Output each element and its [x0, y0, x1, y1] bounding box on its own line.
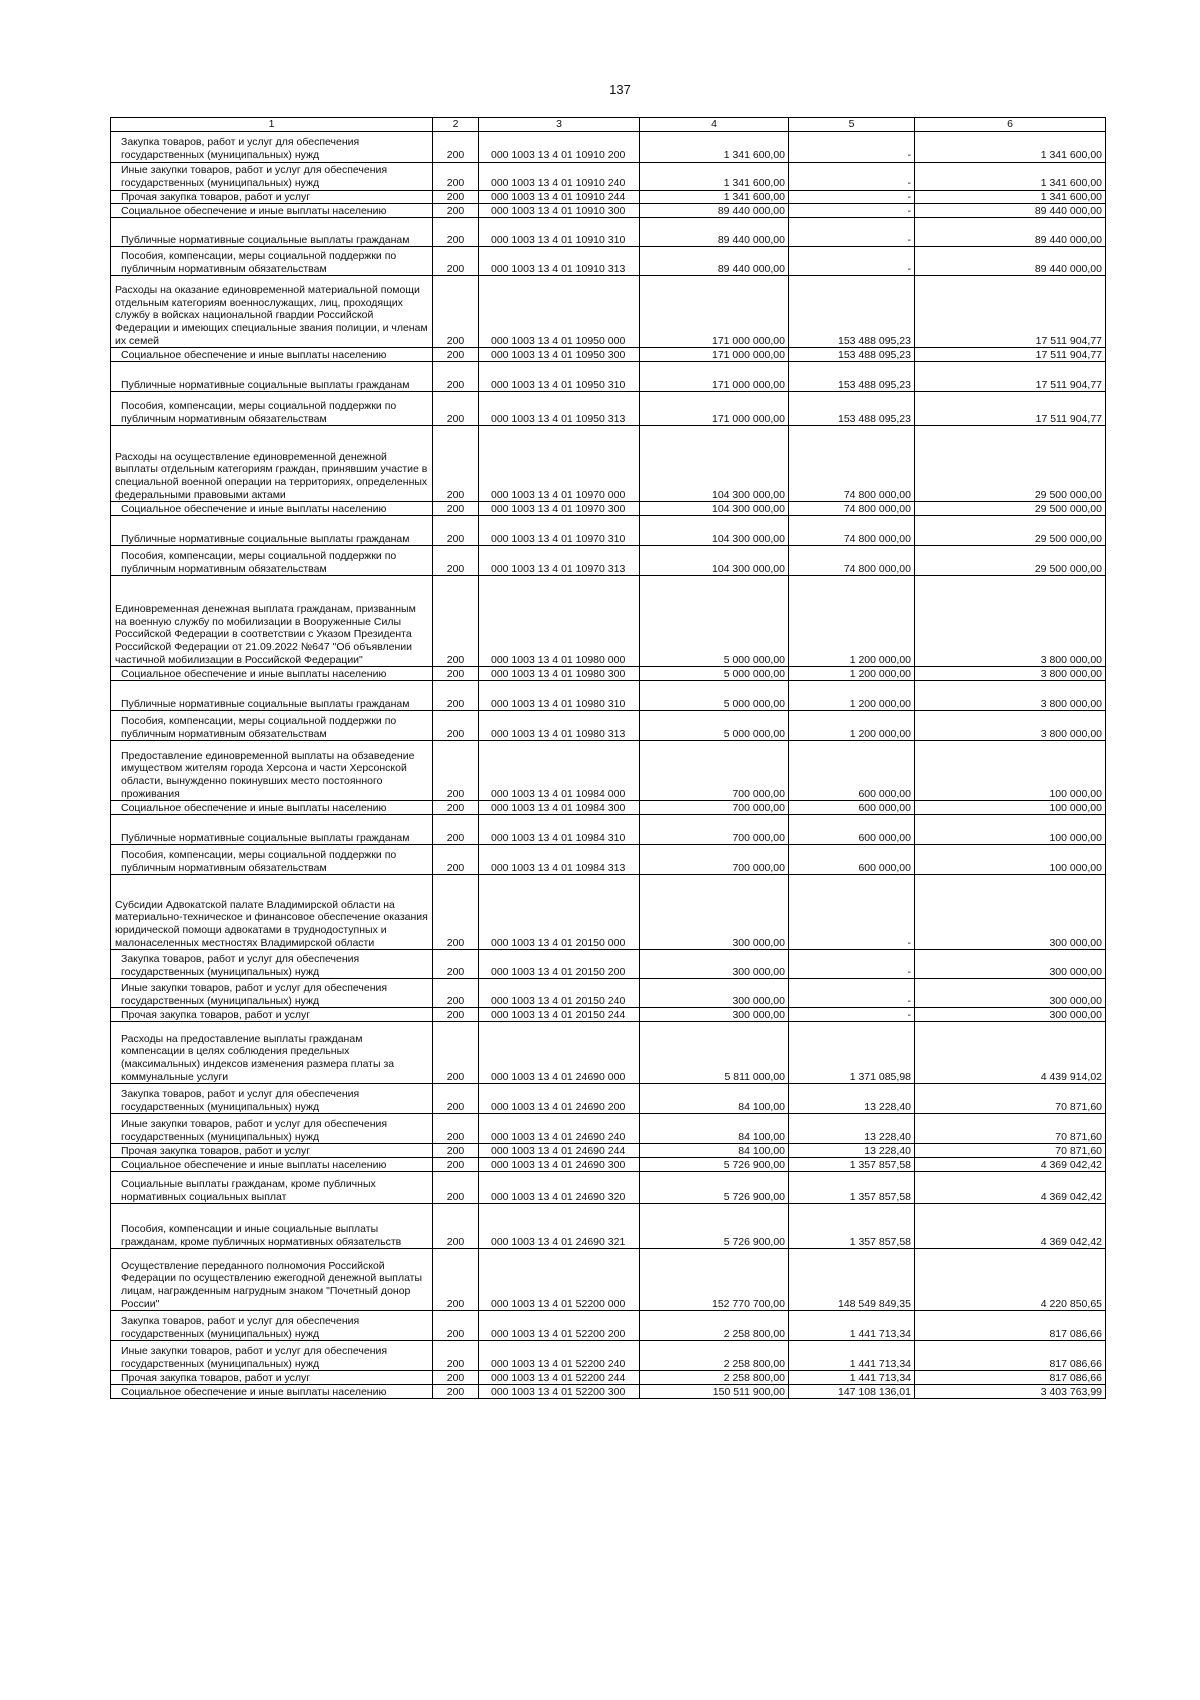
table-row [111, 667, 1106, 681]
row-code-cell: 200 [433, 1158, 479, 1172]
row-approved-amount-cell: 5 000 000,00 [640, 667, 789, 681]
row-remaining-amount-cell: 300 000,00 [915, 979, 1106, 1008]
row-name-cell: Публичные нормативные социальные выплаты гражданам [111, 815, 433, 845]
row-executed-amount-cell: 13 228,40 [789, 1084, 915, 1114]
row-name-cell: Прочая закупка товаров, работ и услуг [111, 190, 433, 204]
row-classification-code-cell: 000 1003 13 4 01 10970 000 [479, 426, 640, 502]
row-code-cell: 200 [433, 741, 479, 801]
row-name-cell: Социальное обеспечение и иные выплаты населению [111, 667, 433, 681]
table-row [111, 1084, 1106, 1114]
row-code-cell: 200 [433, 546, 479, 576]
row-code-cell: 200 [433, 362, 479, 392]
row-executed-amount-cell: 600 000,00 [789, 845, 915, 875]
row-executed-amount-cell: - [789, 131, 915, 162]
table-row [111, 1022, 1106, 1084]
row-name-cell: Иные закупки товаров, работ и услуг для обеспечения государственных (муниципальных) нужд [111, 1341, 433, 1371]
row-code-cell: 200 [433, 516, 479, 546]
row-name-cell: Расходы на оказание единовременной материальной помощи отдельным категориям военнослужащих, лиц, проходящих службу в войсках национальной гвардии Российской Федерации и имеющих специальные звания полиции, и членам их семей [111, 276, 433, 348]
row-remaining-amount-cell: 1 341 600,00 [915, 162, 1106, 190]
table-row [111, 247, 1106, 276]
table-row [111, 711, 1106, 741]
row-approved-amount-cell: 84 100,00 [640, 1114, 789, 1144]
row-remaining-amount-cell: 29 500 000,00 [915, 546, 1106, 576]
row-classification-code-cell: 000 1003 13 4 01 20150 240 [479, 979, 640, 1008]
column-header-2: 2 [433, 118, 479, 132]
row-code-cell: 200 [433, 845, 479, 875]
row-classification-code-cell: 000 1003 13 4 01 10984 313 [479, 845, 640, 875]
row-executed-amount-cell: 1 200 000,00 [789, 576, 915, 667]
row-executed-amount-cell: 74 800 000,00 [789, 426, 915, 502]
row-approved-amount-cell: 5 726 900,00 [640, 1172, 789, 1204]
row-classification-code-cell: 000 1003 13 4 01 10950 310 [479, 362, 640, 392]
row-classification-code-cell: 000 1003 13 4 01 20150 200 [479, 950, 640, 979]
row-classification-code-cell: 000 1003 13 4 01 24690 321 [479, 1204, 640, 1249]
row-approved-amount-cell: 1 341 600,00 [640, 162, 789, 190]
row-code-cell: 200 [433, 576, 479, 667]
row-name-cell: Закупка товаров, работ и услуг для обеспечения государственных (муниципальных) нужд [111, 950, 433, 979]
row-name-cell: Прочая закупка товаров, работ и услуг [111, 1008, 433, 1022]
row-classification-code-cell: 000 1003 13 4 01 20150 244 [479, 1008, 640, 1022]
row-executed-amount-cell: - [789, 247, 915, 276]
row-remaining-amount-cell: 3 800 000,00 [915, 576, 1106, 667]
row-remaining-amount-cell: 3 800 000,00 [915, 667, 1106, 681]
row-classification-code-cell: 000 1003 13 4 01 10980 313 [479, 711, 640, 741]
row-name-cell: Социальное обеспечение и иные выплаты населению [111, 204, 433, 218]
row-approved-amount-cell: 300 000,00 [640, 1008, 789, 1022]
row-executed-amount-cell: - [789, 218, 915, 247]
row-executed-amount-cell: 1 200 000,00 [789, 681, 915, 711]
row-remaining-amount-cell: 300 000,00 [915, 875, 1106, 950]
row-remaining-amount-cell: 89 440 000,00 [915, 218, 1106, 247]
row-classification-code-cell: 000 1003 13 4 01 10910 313 [479, 247, 640, 276]
table-row [111, 950, 1106, 979]
row-code-cell: 200 [433, 1172, 479, 1204]
column-header-1: 1 [111, 118, 433, 132]
table-row [111, 1114, 1106, 1144]
row-classification-code-cell: 000 1003 13 4 01 10910 240 [479, 162, 640, 190]
row-approved-amount-cell: 700 000,00 [640, 801, 789, 815]
row-executed-amount-cell: 153 488 095,23 [789, 392, 915, 426]
row-classification-code-cell: 000 1003 13 4 01 10970 313 [479, 546, 640, 576]
row-name-cell: Публичные нормативные социальные выплаты гражданам [111, 681, 433, 711]
row-name-cell: Социальные выплаты гражданам, кроме публичных нормативных социальных выплат [111, 1172, 433, 1204]
table-row [111, 979, 1106, 1008]
row-classification-code-cell: 000 1003 13 4 01 10980 300 [479, 667, 640, 681]
row-remaining-amount-cell: 100 000,00 [915, 741, 1106, 801]
row-name-cell: Социальное обеспечение и иные выплаты населению [111, 1385, 433, 1399]
row-executed-amount-cell: - [789, 190, 915, 204]
row-executed-amount-cell: - [789, 162, 915, 190]
table-row [111, 875, 1106, 950]
row-executed-amount-cell: 74 800 000,00 [789, 546, 915, 576]
row-classification-code-cell: 000 1003 13 4 01 52200 000 [479, 1249, 640, 1311]
row-executed-amount-cell: 1 357 857,58 [789, 1204, 915, 1249]
row-code-cell: 200 [433, 1341, 479, 1371]
row-approved-amount-cell: 2 258 800,00 [640, 1311, 789, 1341]
row-name-cell: Иные закупки товаров, работ и услуг для обеспечения государственных (муниципальных) нужд [111, 1114, 433, 1144]
row-approved-amount-cell: 2 258 800,00 [640, 1341, 789, 1371]
row-classification-code-cell: 000 1003 13 4 01 10984 310 [479, 815, 640, 845]
row-code-cell: 200 [433, 1371, 479, 1385]
table-row [111, 1371, 1106, 1385]
row-name-cell: Пособия, компенсации, меры социальной поддержки по публичным нормативным обязательствам [111, 392, 433, 426]
row-name-cell: Публичные нормативные социальные выплаты гражданам [111, 516, 433, 546]
table-row [111, 1341, 1106, 1371]
row-executed-amount-cell: 1 441 713,34 [789, 1341, 915, 1371]
row-remaining-amount-cell: 4 369 042,42 [915, 1172, 1106, 1204]
row-code-cell: 200 [433, 1204, 479, 1249]
row-approved-amount-cell: 84 100,00 [640, 1084, 789, 1114]
header-row [111, 118, 1106, 132]
row-remaining-amount-cell: 100 000,00 [915, 845, 1106, 875]
table-row [111, 190, 1106, 204]
row-code-cell: 200 [433, 681, 479, 711]
row-code-cell: 200 [433, 247, 479, 276]
row-name-cell: Социальное обеспечение и иные выплаты населению [111, 348, 433, 362]
row-remaining-amount-cell: 1 341 600,00 [915, 131, 1106, 162]
row-remaining-amount-cell: 17 511 904,77 [915, 362, 1106, 392]
row-classification-code-cell: 000 1003 13 4 01 52200 200 [479, 1311, 640, 1341]
row-approved-amount-cell: 700 000,00 [640, 815, 789, 845]
row-name-cell: Социальное обеспечение и иные выплаты населению [111, 801, 433, 815]
row-code-cell: 200 [433, 1084, 479, 1114]
table-row [111, 1204, 1106, 1249]
row-name-cell: Иные закупки товаров, работ и услуг для обеспечения государственных (муниципальных) нужд [111, 979, 433, 1008]
row-classification-code-cell: 000 1003 13 4 01 10910 200 [479, 131, 640, 162]
row-classification-code-cell: 000 1003 13 4 01 24690 320 [479, 1172, 640, 1204]
row-classification-code-cell: 000 1003 13 4 01 10950 300 [479, 348, 640, 362]
row-classification-code-cell: 000 1003 13 4 01 10970 300 [479, 502, 640, 516]
row-code-cell: 200 [433, 348, 479, 362]
row-approved-amount-cell: 104 300 000,00 [640, 546, 789, 576]
budget-table [110, 117, 1106, 1399]
row-code-cell: 200 [433, 711, 479, 741]
row-executed-amount-cell: 1 371 085,98 [789, 1022, 915, 1084]
row-remaining-amount-cell: 817 086,66 [915, 1341, 1106, 1371]
row-code-cell: 200 [433, 1114, 479, 1144]
row-approved-amount-cell: 5 000 000,00 [640, 681, 789, 711]
row-code-cell: 200 [433, 950, 479, 979]
row-approved-amount-cell: 89 440 000,00 [640, 204, 789, 218]
table-row [111, 546, 1106, 576]
row-code-cell: 200 [433, 1385, 479, 1399]
table-row [111, 815, 1106, 845]
row-classification-code-cell: 000 1003 13 4 01 24690 300 [479, 1158, 640, 1172]
row-code-cell: 200 [433, 667, 479, 681]
table-row [111, 348, 1106, 362]
row-name-cell: Иные закупки товаров, работ и услуг для обеспечения государственных (муниципальных) нужд [111, 162, 433, 190]
row-executed-amount-cell: - [789, 1008, 915, 1022]
row-executed-amount-cell: 148 549 849,35 [789, 1249, 915, 1311]
row-approved-amount-cell: 171 000 000,00 [640, 276, 789, 348]
row-classification-code-cell: 000 1003 13 4 01 10984 300 [479, 801, 640, 815]
row-remaining-amount-cell: 100 000,00 [915, 801, 1106, 815]
row-approved-amount-cell: 89 440 000,00 [640, 247, 789, 276]
table-row [111, 1385, 1106, 1399]
row-name-cell: Публичные нормативные социальные выплаты гражданам [111, 362, 433, 392]
row-executed-amount-cell: 153 488 095,23 [789, 362, 915, 392]
table-row [111, 1008, 1106, 1022]
row-name-cell: Прочая закупка товаров, работ и услуг [111, 1371, 433, 1385]
row-executed-amount-cell: - [789, 979, 915, 1008]
table-row [111, 801, 1106, 815]
row-approved-amount-cell: 700 000,00 [640, 845, 789, 875]
table-body [111, 131, 1106, 1399]
row-approved-amount-cell: 150 511 900,00 [640, 1385, 789, 1399]
row-executed-amount-cell: - [789, 950, 915, 979]
row-remaining-amount-cell: 29 500 000,00 [915, 502, 1106, 516]
row-remaining-amount-cell: 70 871,60 [915, 1114, 1106, 1144]
row-classification-code-cell: 000 1003 13 4 01 52200 244 [479, 1371, 640, 1385]
row-code-cell: 200 [433, 815, 479, 845]
table-row [111, 218, 1106, 247]
row-classification-code-cell: 000 1003 13 4 01 24690 240 [479, 1114, 640, 1144]
row-name-cell: Закупка товаров, работ и услуг для обеспечения государственных (муниципальных) нужд [111, 1084, 433, 1114]
row-remaining-amount-cell: 29 500 000,00 [915, 516, 1106, 546]
row-classification-code-cell: 000 1003 13 4 01 52200 240 [479, 1341, 640, 1371]
row-remaining-amount-cell: 4 439 914,02 [915, 1022, 1106, 1084]
table-row [111, 845, 1106, 875]
row-remaining-amount-cell: 100 000,00 [915, 815, 1106, 845]
row-classification-code-cell: 000 1003 13 4 01 10950 313 [479, 392, 640, 426]
table-row [111, 392, 1106, 426]
table-row [111, 131, 1106, 162]
row-classification-code-cell: 000 1003 13 4 01 24690 244 [479, 1144, 640, 1158]
table-row [111, 162, 1106, 190]
row-classification-code-cell: 000 1003 13 4 01 52200 300 [479, 1385, 640, 1399]
row-classification-code-cell: 000 1003 13 4 01 10910 300 [479, 204, 640, 218]
row-approved-amount-cell: 152 770 700,00 [640, 1249, 789, 1311]
row-approved-amount-cell: 5 000 000,00 [640, 576, 789, 667]
column-header-3: 3 [479, 118, 640, 132]
row-executed-amount-cell: 13 228,40 [789, 1114, 915, 1144]
row-remaining-amount-cell: 17 511 904,77 [915, 392, 1106, 426]
row-remaining-amount-cell: 89 440 000,00 [915, 204, 1106, 218]
row-remaining-amount-cell: 70 871,60 [915, 1084, 1106, 1114]
row-executed-amount-cell: 74 800 000,00 [789, 516, 915, 546]
row-approved-amount-cell: 2 258 800,00 [640, 1371, 789, 1385]
table-row [111, 502, 1106, 516]
row-classification-code-cell: 000 1003 13 4 01 10910 244 [479, 190, 640, 204]
row-classification-code-cell: 000 1003 13 4 01 10984 000 [479, 741, 640, 801]
page-number: 137 [609, 82, 631, 97]
row-executed-amount-cell: 600 000,00 [789, 815, 915, 845]
row-approved-amount-cell: 171 000 000,00 [640, 348, 789, 362]
row-remaining-amount-cell: 70 871,60 [915, 1144, 1106, 1158]
table-row [111, 1144, 1106, 1158]
row-approved-amount-cell: 104 300 000,00 [640, 502, 789, 516]
row-code-cell: 200 [433, 502, 479, 516]
row-name-cell: Пособия, компенсации, меры социальной поддержки по публичным нормативным обязательствам [111, 247, 433, 276]
table-row [111, 426, 1106, 502]
row-remaining-amount-cell: 4 220 850,65 [915, 1249, 1106, 1311]
row-code-cell: 200 [433, 190, 479, 204]
row-name-cell: Расходы на предоставление выплаты гражданам компенсации в целях соблюдения предельных (максимальных) индексов изменения размера платы за коммунальные услуги [111, 1022, 433, 1084]
table-row [111, 1311, 1106, 1341]
row-classification-code-cell: 000 1003 13 4 01 20150 000 [479, 875, 640, 950]
row-name-cell: Расходы на осуществление единовременной денежной выплаты отдельным категориям граждан, принявшим участие в специальной военной операции на территориях, определенных федеральными правовыми актами [111, 426, 433, 502]
column-header-5: 5 [789, 118, 915, 132]
row-approved-amount-cell: 5 726 900,00 [640, 1204, 789, 1249]
row-classification-code-cell: 000 1003 13 4 01 10910 310 [479, 218, 640, 247]
row-approved-amount-cell: 1 341 600,00 [640, 190, 789, 204]
row-name-cell: Закупка товаров, работ и услуг для обеспечения государственных (муниципальных) нужд [111, 131, 433, 162]
row-remaining-amount-cell: 1 341 600,00 [915, 190, 1106, 204]
row-code-cell: 200 [433, 218, 479, 247]
row-code-cell: 200 [433, 276, 479, 348]
row-remaining-amount-cell: 817 086,66 [915, 1371, 1106, 1385]
row-approved-amount-cell: 5 811 000,00 [640, 1022, 789, 1084]
row-name-cell: Пособия, компенсации, меры социальной поддержки по публичным нормативным обязательствам [111, 845, 433, 875]
row-code-cell: 200 [433, 392, 479, 426]
row-remaining-amount-cell: 3 800 000,00 [915, 681, 1106, 711]
row-approved-amount-cell: 171 000 000,00 [640, 362, 789, 392]
row-classification-code-cell: 000 1003 13 4 01 10970 310 [479, 516, 640, 546]
row-code-cell: 200 [433, 979, 479, 1008]
row-name-cell: Осуществление переданного полномочия Российской Федерации по осуществлению ежегодной денежной выплаты лицам, награжденным нагрудным знаком "Почетный донор России" [111, 1249, 433, 1311]
row-classification-code-cell: 000 1003 13 4 01 24690 200 [479, 1084, 640, 1114]
row-remaining-amount-cell: 3 403 763,99 [915, 1385, 1106, 1399]
row-code-cell: 200 [433, 875, 479, 950]
row-remaining-amount-cell: 17 511 904,77 [915, 276, 1106, 348]
row-classification-code-cell: 000 1003 13 4 01 10950 000 [479, 276, 640, 348]
row-code-cell: 200 [433, 1249, 479, 1311]
row-code-cell: 200 [433, 131, 479, 162]
row-approved-amount-cell: 84 100,00 [640, 1144, 789, 1158]
row-executed-amount-cell: - [789, 204, 915, 218]
row-code-cell: 200 [433, 1311, 479, 1341]
row-approved-amount-cell: 1 341 600,00 [640, 131, 789, 162]
table-row [111, 362, 1106, 392]
row-executed-amount-cell: 1 200 000,00 [789, 711, 915, 741]
row-approved-amount-cell: 89 440 000,00 [640, 218, 789, 247]
table-row [111, 276, 1106, 348]
table-row [111, 516, 1106, 546]
row-approved-amount-cell: 171 000 000,00 [640, 392, 789, 426]
row-remaining-amount-cell: 3 800 000,00 [915, 711, 1106, 741]
row-name-cell: Предоставление единовременной выплаты на обзаведение имуществом жителям города Херсона и части Херсонской области, вынужденно покинувших место постоянного проживания [111, 741, 433, 801]
table-row [111, 1172, 1106, 1204]
row-executed-amount-cell: 1 441 713,34 [789, 1311, 915, 1341]
row-executed-amount-cell: - [789, 875, 915, 950]
row-code-cell: 200 [433, 1008, 479, 1022]
row-remaining-amount-cell: 300 000,00 [915, 950, 1106, 979]
row-executed-amount-cell: 13 228,40 [789, 1144, 915, 1158]
row-approved-amount-cell: 300 000,00 [640, 875, 789, 950]
row-executed-amount-cell: 1 357 857,58 [789, 1172, 915, 1204]
row-executed-amount-cell: 600 000,00 [789, 741, 915, 801]
row-approved-amount-cell: 5 726 900,00 [640, 1158, 789, 1172]
row-executed-amount-cell: 1 200 000,00 [789, 667, 915, 681]
row-classification-code-cell: 000 1003 13 4 01 24690 000 [479, 1022, 640, 1084]
table-row [111, 681, 1106, 711]
row-remaining-amount-cell: 300 000,00 [915, 1008, 1106, 1022]
table-row [111, 1158, 1106, 1172]
row-code-cell: 200 [433, 426, 479, 502]
row-approved-amount-cell: 104 300 000,00 [640, 426, 789, 502]
row-name-cell: Единовременная денежная выплата гражданам, призванным на военную службу по мобилизации в Вооруженные Силы Российской Федерации в соответствии с Указом Президента Российской Федерации от 21.09.2022 №647 "Об объявлении частичной мобилизации в Российской Федерации" [111, 576, 433, 667]
table-row [111, 204, 1106, 218]
row-executed-amount-cell: 153 488 095,23 [789, 348, 915, 362]
row-code-cell: 200 [433, 162, 479, 190]
row-remaining-amount-cell: 4 369 042,42 [915, 1158, 1106, 1172]
table-row [111, 576, 1106, 667]
row-approved-amount-cell: 104 300 000,00 [640, 516, 789, 546]
row-executed-amount-cell: 74 800 000,00 [789, 502, 915, 516]
row-remaining-amount-cell: 4 369 042,42 [915, 1204, 1106, 1249]
row-name-cell: Пособия, компенсации, меры социальной поддержки по публичным нормативным обязательствам [111, 546, 433, 576]
row-remaining-amount-cell: 817 086,66 [915, 1311, 1106, 1341]
row-executed-amount-cell: 153 488 095,23 [789, 276, 915, 348]
row-code-cell: 200 [433, 204, 479, 218]
row-executed-amount-cell: 1 441 713,34 [789, 1371, 915, 1385]
row-classification-code-cell: 000 1003 13 4 01 10980 000 [479, 576, 640, 667]
row-code-cell: 200 [433, 1022, 479, 1084]
row-approved-amount-cell: 5 000 000,00 [640, 711, 789, 741]
row-code-cell: 200 [433, 1144, 479, 1158]
column-header-4: 4 [640, 118, 789, 132]
row-remaining-amount-cell: 89 440 000,00 [915, 247, 1106, 276]
row-classification-code-cell: 000 1003 13 4 01 10980 310 [479, 681, 640, 711]
row-name-cell: Пособия, компенсации и иные социальные выплаты гражданам, кроме публичных нормативных обязательств [111, 1204, 433, 1249]
row-code-cell: 200 [433, 801, 479, 815]
row-name-cell: Прочая закупка товаров, работ и услуг [111, 1144, 433, 1158]
row-approved-amount-cell: 300 000,00 [640, 979, 789, 1008]
row-name-cell: Пособия, компенсации, меры социальной поддержки по публичным нормативным обязательствам [111, 711, 433, 741]
row-approved-amount-cell: 300 000,00 [640, 950, 789, 979]
row-name-cell: Закупка товаров, работ и услуг для обеспечения государственных (муниципальных) нужд [111, 1311, 433, 1341]
row-name-cell: Социальное обеспечение и иные выплаты населению [111, 502, 433, 516]
row-name-cell: Социальное обеспечение и иные выплаты населению [111, 1158, 433, 1172]
row-approved-amount-cell: 700 000,00 [640, 741, 789, 801]
column-header-6: 6 [915, 118, 1106, 132]
budget-table-container [110, 117, 1105, 1399]
row-remaining-amount-cell: 17 511 904,77 [915, 348, 1106, 362]
table-row [111, 1249, 1106, 1311]
row-executed-amount-cell: 600 000,00 [789, 801, 915, 815]
row-remaining-amount-cell: 29 500 000,00 [915, 426, 1106, 502]
row-executed-amount-cell: 1 357 857,58 [789, 1158, 915, 1172]
table-row [111, 741, 1106, 801]
row-name-cell: Субсидии Адвокатской палате Владимирской области на материально-техническое и финансовое обеспечение оказания юридической помощи адвокатами в труднодоступных и малонаселенных местностях Владимирской области [111, 875, 433, 950]
row-executed-amount-cell: 147 108 136,01 [789, 1385, 915, 1399]
row-name-cell: Публичные нормативные социальные выплаты гражданам [111, 218, 433, 247]
